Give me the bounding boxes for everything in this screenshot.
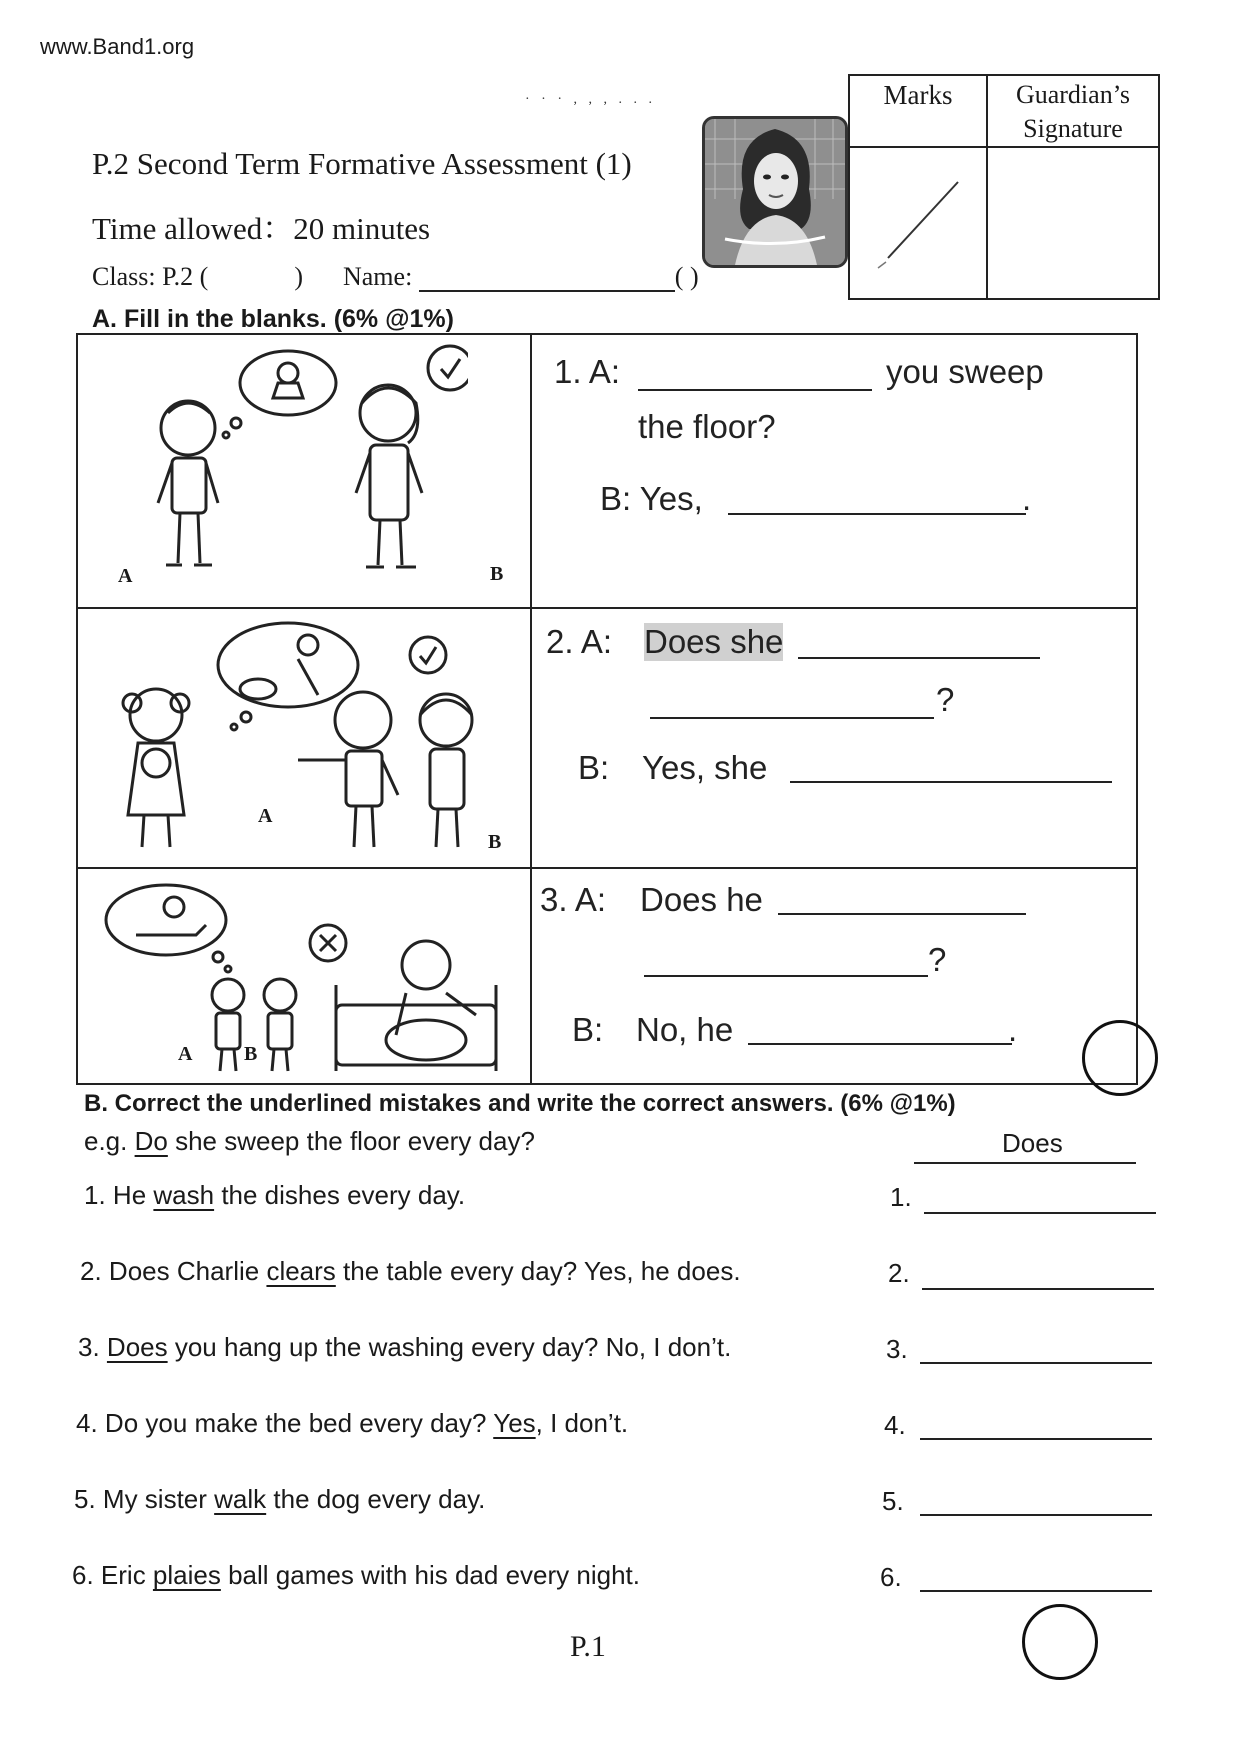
marks-cell[interactable] [850,148,984,298]
item-3-answer-line[interactable] [920,1362,1152,1364]
item-4-answer-line[interactable] [920,1438,1152,1440]
website-watermark: www.Band1.org [40,34,195,59]
q2-b-start: Yes, she [642,749,768,786]
class-label: Class: P.2 ( [92,262,209,291]
picture-label-b: B [490,563,504,585]
q3-a-prefix: 3. A: [540,881,607,918]
marks-signature-table [848,74,1160,300]
item-4-answer-num: 4. [884,1410,906,1440]
children-chores-picture-1 [138,343,468,593]
time-allowed: Time allowed：20 minutes [92,211,431,246]
example-underlined: Do [134,1126,168,1156]
item-6-answer-line[interactable] [920,1590,1152,1592]
q1-b-prefix: B: Yes, [600,480,703,517]
class-close: ) [294,262,303,291]
q2-b-prefix: B: [578,749,610,786]
item-5-answer-num: 5. [882,1486,904,1516]
q2-a-blank[interactable] [798,657,1040,659]
item-4-sentence [76,1408,628,1439]
section-a-title: A. Fill in the blanks. (6% @1%) [92,305,454,333]
q3-a-end: ? [928,941,947,978]
example-prefix: e.g. [84,1126,135,1156]
item-6-answer-num: 6. [880,1562,902,1592]
item-1-after: the dishes every day. [214,1180,466,1210]
picture-label-a: A [118,565,133,587]
item-5-answer-line[interactable] [920,1514,1152,1516]
item-1-answer-num: 1. [890,1182,912,1212]
children-chores-picture-3 [96,875,516,1075]
example-sentence [84,1126,535,1157]
item-3-sentence [78,1332,731,1363]
item-6-before: Eric [100,1560,153,1590]
example-answer: Does [1002,1128,1063,1158]
example-answer-line [914,1162,1136,1164]
guardian-signature-header [988,78,1158,146]
picture-label-b-3: B [244,1043,258,1065]
picture-label-b-2: B [488,831,502,853]
section-a-score-circle [1082,1020,1158,1096]
item-1-answer-line[interactable] [924,1212,1156,1214]
q1-b-blank[interactable] [728,513,1026,515]
class-number-paren: ( ) [674,262,699,291]
q1-a-line2: the floor? [638,408,776,445]
q2-a-start: Does she [644,623,784,660]
q3-b-blank[interactable] [748,1043,1012,1045]
item-2-sentence [80,1256,741,1287]
item-1-sentence [84,1180,465,1211]
item-6-after: ball games with his dad every night. [220,1560,640,1590]
item-6-sentence [72,1560,640,1591]
item-2-num: 2. [80,1256,102,1286]
name-blank[interactable] [419,264,675,292]
faded-header-text: · · · , , , . . . [525,92,656,107]
princess-sticker-image [702,116,848,268]
q3-a-blank[interactable] [778,913,1026,915]
q3-b-start: No, he [636,1011,734,1048]
item-3-num: 3. [78,1332,100,1362]
q3-b-prefix: B: [572,1011,604,1048]
item-2-answer-num: 2. [888,1258,910,1288]
children-chores-picture-2 [98,615,498,855]
q2-a-prefix: 2. A: [546,623,613,660]
class-name-line [92,262,699,292]
page-number: P.1 [570,1630,606,1663]
item-2-after: the table every day? Yes, he does. [335,1256,741,1286]
item-6-underlined: plaies [152,1560,221,1590]
item-2-underlined: clears [266,1256,336,1286]
q1-a-suffix: you sweep [886,353,1044,390]
princess-illustration [705,119,845,265]
item-4-after: , I don’t. [535,1408,629,1438]
assessment-title: P.2 Second Term Formative Assessment (1) [92,146,632,181]
item-1-before: He [112,1180,154,1210]
item-3-answer-num: 3. [886,1334,908,1364]
example-rest: she sweep the floor every day? [167,1126,535,1156]
item-5-sentence [74,1484,485,1515]
item-5-before: My sister [102,1484,215,1514]
item-1-num: 1. [84,1180,106,1210]
item-4-underlined: Yes [493,1408,536,1438]
item-2-answer-line[interactable] [922,1288,1154,1290]
section-b-title: B. Correct the underlined mistakes and write the correct answers. (6% @1%) [84,1090,956,1117]
q1-a-prefix: 1. A: [554,353,621,390]
item-5-after: the dog every day. [266,1484,486,1514]
q1-a-blank[interactable] [638,389,872,391]
picture-label-a-2: A [258,805,273,827]
item-1-underlined: wash [153,1180,215,1210]
fill-blanks-table [76,333,1138,1085]
section-b-score-circle [1022,1604,1098,1680]
item-3-underlined: Does [106,1332,168,1362]
item-3-after: you hang up the washing every day? No, I don’t. [167,1332,732,1362]
q3-a-blank-2[interactable] [644,975,928,977]
item-2-before: Does Charlie [108,1256,267,1286]
item-5-underlined: walk [214,1484,267,1514]
guardian-label: Guardian’s [1015,80,1131,109]
item-5-num: 5. [74,1484,96,1514]
q3-b-end: . [1008,1011,1018,1048]
q2-a-end: ? [936,681,955,718]
item-6-num: 6. [72,1560,94,1590]
q1-b-end: . [1022,480,1032,517]
marks-header: Marks [883,80,953,110]
item-4-before: Do you make the bed every day? [104,1408,494,1438]
q2-a-blank-2[interactable] [650,717,934,719]
signature-label: Signature [1023,114,1123,143]
q3-a-start: Does he [640,881,763,918]
q2-b-blank[interactable] [790,781,1112,783]
signature-cell[interactable] [988,148,1158,298]
name-label: Name: [342,262,413,291]
picture-label-a-3: A [178,1043,193,1065]
item-4-num: 4. [76,1408,98,1438]
